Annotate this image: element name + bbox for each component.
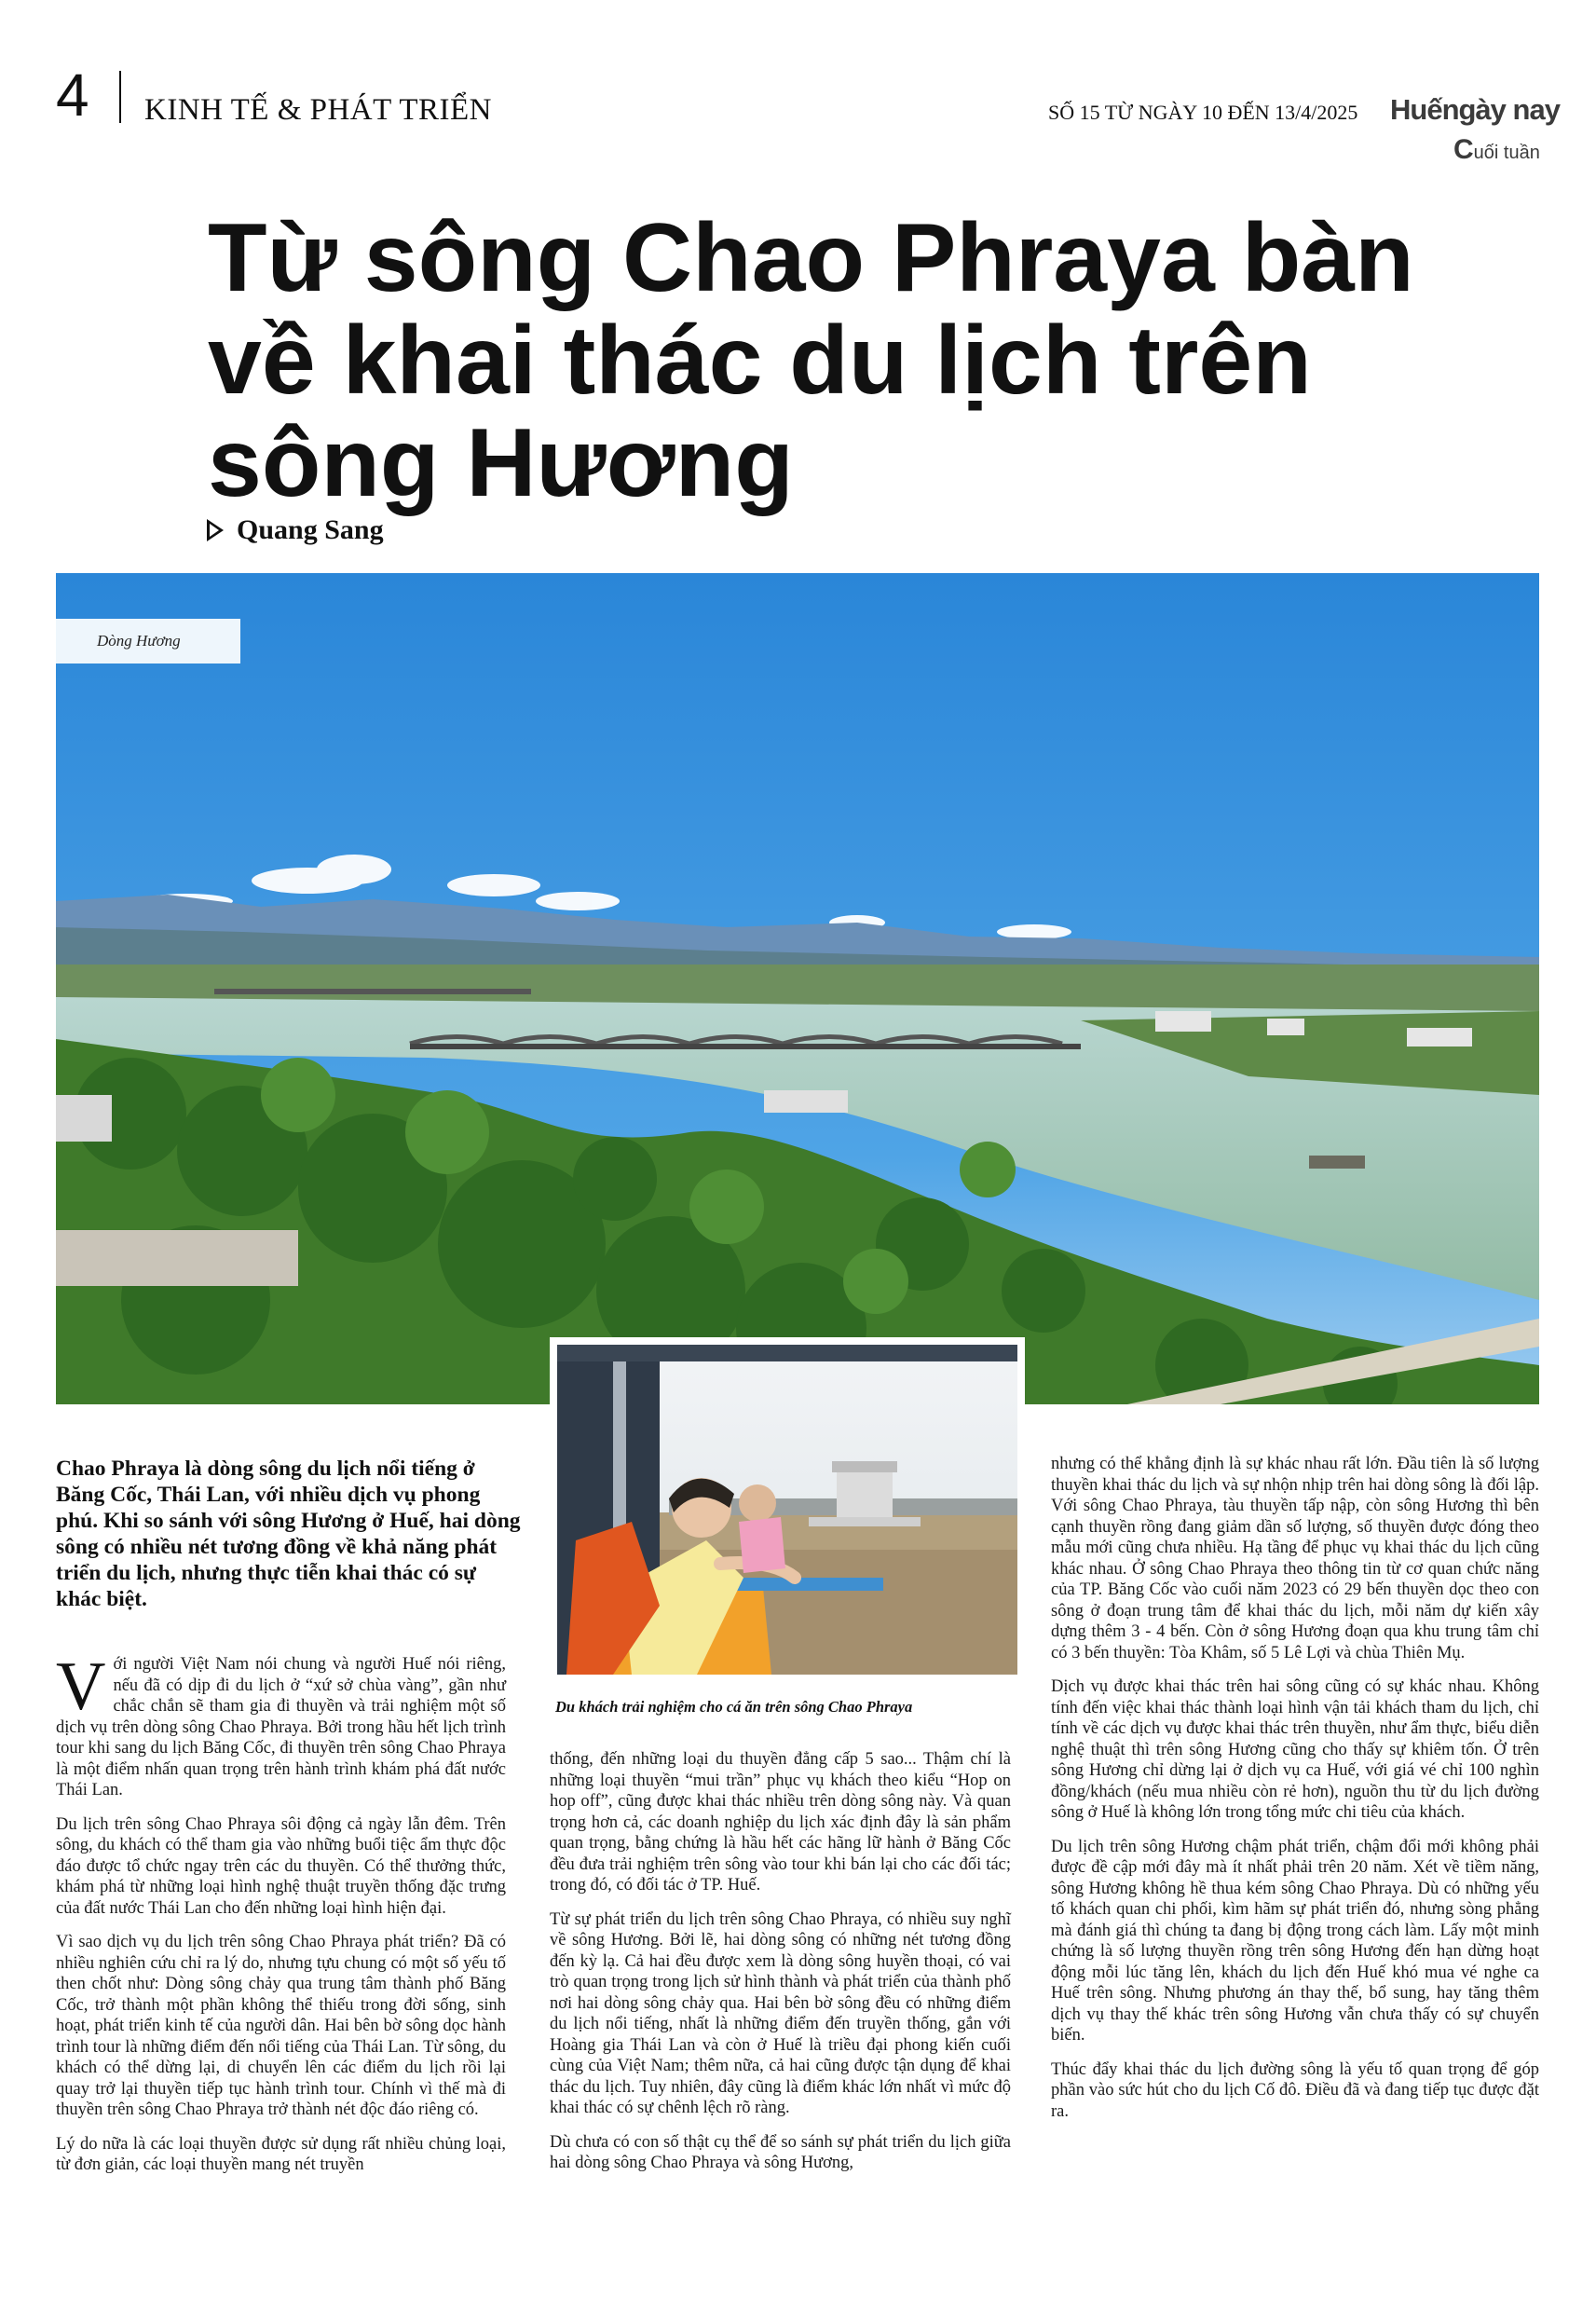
main-photo [56,573,1539,1404]
main-photo-caption: Dòng Hương [56,619,240,664]
paragraph: Vì sao dịch vụ du lịch trên sông Chao Phraya phát triển? Đã có nhiều nghiên cứu chỉ ra lý do, nhưng tựu chung có một số yếu tố then chốt như: Dòng sông chảy qua trung tâm thành phố Băng Cốc, trở thành một phần không thể thiếu trong đời sống, sinh hoạt, phát triển kinh tế của người dân. Hai bên bờ sông dọc hành trình tour là những điểm đến nổi tiếng của Thái Lan. Từ sông, du khách có thể dừng lại, di chuyển lên các điểm du lịch rồi lại quay trở lại thuyền tiếp tục hành trình tour. Chính vì thế mà đi thuyền trên sông Chao Phraya trở thành nét độc đáo riêng có. [56,1933,506,2119]
paragraph: Với người Việt Nam nói chung và người Huế nói riêng, nếu đã có dịp đi du lịch ở “xứ sở chùa vàng”, gần như chắc chắn sẽ tham gia đi thuyền và trải nghiệm một số dịch vụ trên dòng sông Chao Phraya. Bởi trong hầu hết lịch trình tour khi sang du lịch Băng Cốc, đi thuyền trên sông Chao Phraya là một điểm nhấn quan trọng trên hành trình khám phá đất nước Thái Lan. [56,1648,506,1799]
paragraph: Du lịch trên sông Hương chậm phát triển, chậm đổi mới không phải được đề cập mới đây mà ít nhất phải trên 20 năm. Xét về tiềm năng, sông Hương không hề thua kém sông Chao Phraya. Dù có những yếu tố khách quan chi phối, kìm hãm sự phát triển đó, nhưng sòng phẳng mà đánh giá thì chúng ta đang bị động trong cách làm. Lấy một minh chứng là số lượng thuyền rồng trên sông Hương đến hạn dừng hoạt động mỗi lúc tăng lên, khách du lịch đến Huế khó mua vé nghe ca Huế trên sông. Nhưng phương án thay thế, bổ sung, hay tăng thêm dịch vụ thay thế khác trên sông Hương vẫn chưa thấy có sự chuyển biến. [1051,1837,1539,2045]
paragraph: thống, đến những loại du thuyền đẳng cấp 5 sao... Thậm chí là những loại thuyền “mui trần” phục vụ khách theo kiểu “Hop on hop off”, cũng được khai thác nhiều trên dòng sông này. Và quan trọng hơn cả, các doanh nghiệp du lịch xác định đây là sản phẩm quan trọng, bằng chứng là hầu hết các hãng lữ hành ở Băng Cốc đều đưa trải nghiệm trên sông vào tour khi bán lại cho các đối tác; trong đó, có đối tác ở TP. Huế. [550,1750,1011,1895]
article-title: Từ sông Chao Phraya bàn về khai thác du lịch trên sông Hương [208,204,1414,517]
paragraph: Lý do nữa là các loại thuyền được sử dụng rất nhiều chủng loại, từ đơn giản, các loại thuyền mang nét truyền [56,2134,506,2174]
paragraph: Dù chưa có con số thật cụ thể để so sánh sự phát triển du lịch giữa hai dòng sông Chao Phraya và sông Hương, [550,2132,1011,2172]
inset-photo [550,1337,1025,1682]
author-name: Quang Sang [237,514,384,545]
body-column-2 [550,1749,1011,2187]
body-column-1 [56,1648,506,2189]
section-title: KINH TẾ & PHÁT TRIỂN [144,93,492,127]
paragraph: Từ sự phát triển du lịch trên sông Chao Phraya, có nhiều suy nghĩ về sông Hương. Bởi lẽ, hai dòng sông có những nét tương đồng đến kỳ lạ. Cả hai đều được xem là dòng sông huyền thoại, có vai trò quan trọng trong lịch sử hình thành và phát triển của thành phố nơi hai dòng sông chảy qua. Hai bên bờ sông đều có những điểm du lịch nổi tiếng, nhất là những điểm đến truyền thống, gắn với Hoàng gia Thái Lan và còn ở Huế là triều đại phong kiến cuối cùng của Việt Nam; thêm nữa, cả hai cũng được tận dụng để khai thác du lịch. Tuy nhiên, đây cũng là điểm khác lớn nhất vì mức độ khai thác có sự chênh lệch rõ ràng. [550,1909,1011,2117]
article-lead: Chao Phraya là dòng sông du lịch nổi tiếng ở Băng Cốc, Thái Lan, với nhiều dịch vụ phong phú. Khi so sánh với sông Hương ở Huế, hai dòng sông có nhiều nét tương đồng về khả năng phát triển du lịch, nhưng thực tiễn khai thác có sự khác biệt. [56,1457,521,1611]
paragraph: nhưng có thể khẳng định là sự khác nhau rất lớn. Đầu tiên là số lượng thuyền khai thác du lịch và sự nhộn nhịp trên hai dòng sông là đối lập. Với sông Chao Phraya, tàu thuyền tấp nập, còn sông Hương thì bên cạnh thuyền rồng đang giảm dần số lượng, số thuyền được đóng theo mẫu mới cũng chưa nhiều. Hạ tầng để phục vụ khai thác du lịch cũng khác nhau. Ở sông Chao Phraya theo thông tin từ cơ quan chức năng của TP. Băng Cốc vào cuối năm 2023 có 29 bến thuyền dọc theo con sông ở đoạn trung tâm để khai thác du lịch, mỗi năm dự kiến xây dựng thêm 3 - 4 bến. Còn ở sông Hương đoạn qua khu trung tâm chỉ có 3 bến thuyền: Tòa Khâm, số 5 Lê Lợi và chùa Thiên Mụ. [1051,1455,1539,1662]
masthead-sub-logo: Cuối tuần [1453,134,1540,165]
byline-triangle-icon [207,519,224,541]
paragraph: Du lịch trên sông Chao Phraya sôi động cả ngày lẫn đêm. Trên sông, du khách có thể tham gia vào những buổi tiệc ẩm thực độc đáo được tổ chức ngay trên các du thuyền. Có thể thưởng thức, khám phá từ những loại hình nghệ thuật truyền thống đặc trưng của đất nước Thái Lan cho đến những loại hình hiện đại. [56,1814,506,1918]
page-number: 4 [56,62,89,129]
drop-cap: V [56,1648,106,1725]
body-column-3 [1051,1454,1539,2135]
paragraph: Dịch vụ được khai thác trên hai sông cũng có sự khác nhau. Không tính đến việc khai thác thành loại hình vận tải khách tham du lịch, chỉ tính về các dịch vụ được khai thác trên thuyền, như ẩm thực, biểu diễn nghệ thuật thì trên sông Hương cũng cho thấy sự khiêm tốn. Ở trên sông Hương chỉ dừng lại ở dịch vụ ca Huế, với giá vé chỉ 100 nghìn đồng/khách (nếu mua nhiều còn rẻ hơn), nguồn thu từ du lịch đường sông ở Huế là không lớn trong tổng mức chi tiêu của khách. [1051,1677,1539,1822]
issue-info: SỐ 15 TỪ NGÀY 10 ĐẾN 13/4/2025 [1048,101,1358,124]
byline [207,514,384,546]
inset-photo-caption: Du khách trải nghiệm cho cá ăn trên sông Chao Phraya [555,1698,913,1716]
header-divider [119,71,121,123]
paragraph: Thúc đẩy khai thác du lịch đường sông là yếu tố quan trọng để góp phần vào sức hút cho du lịch Cố đô. Điều đã và đang tiếp tục được đặt ra. [1051,2059,1539,2121]
masthead-logo: Huếngày nay [1390,93,1560,126]
